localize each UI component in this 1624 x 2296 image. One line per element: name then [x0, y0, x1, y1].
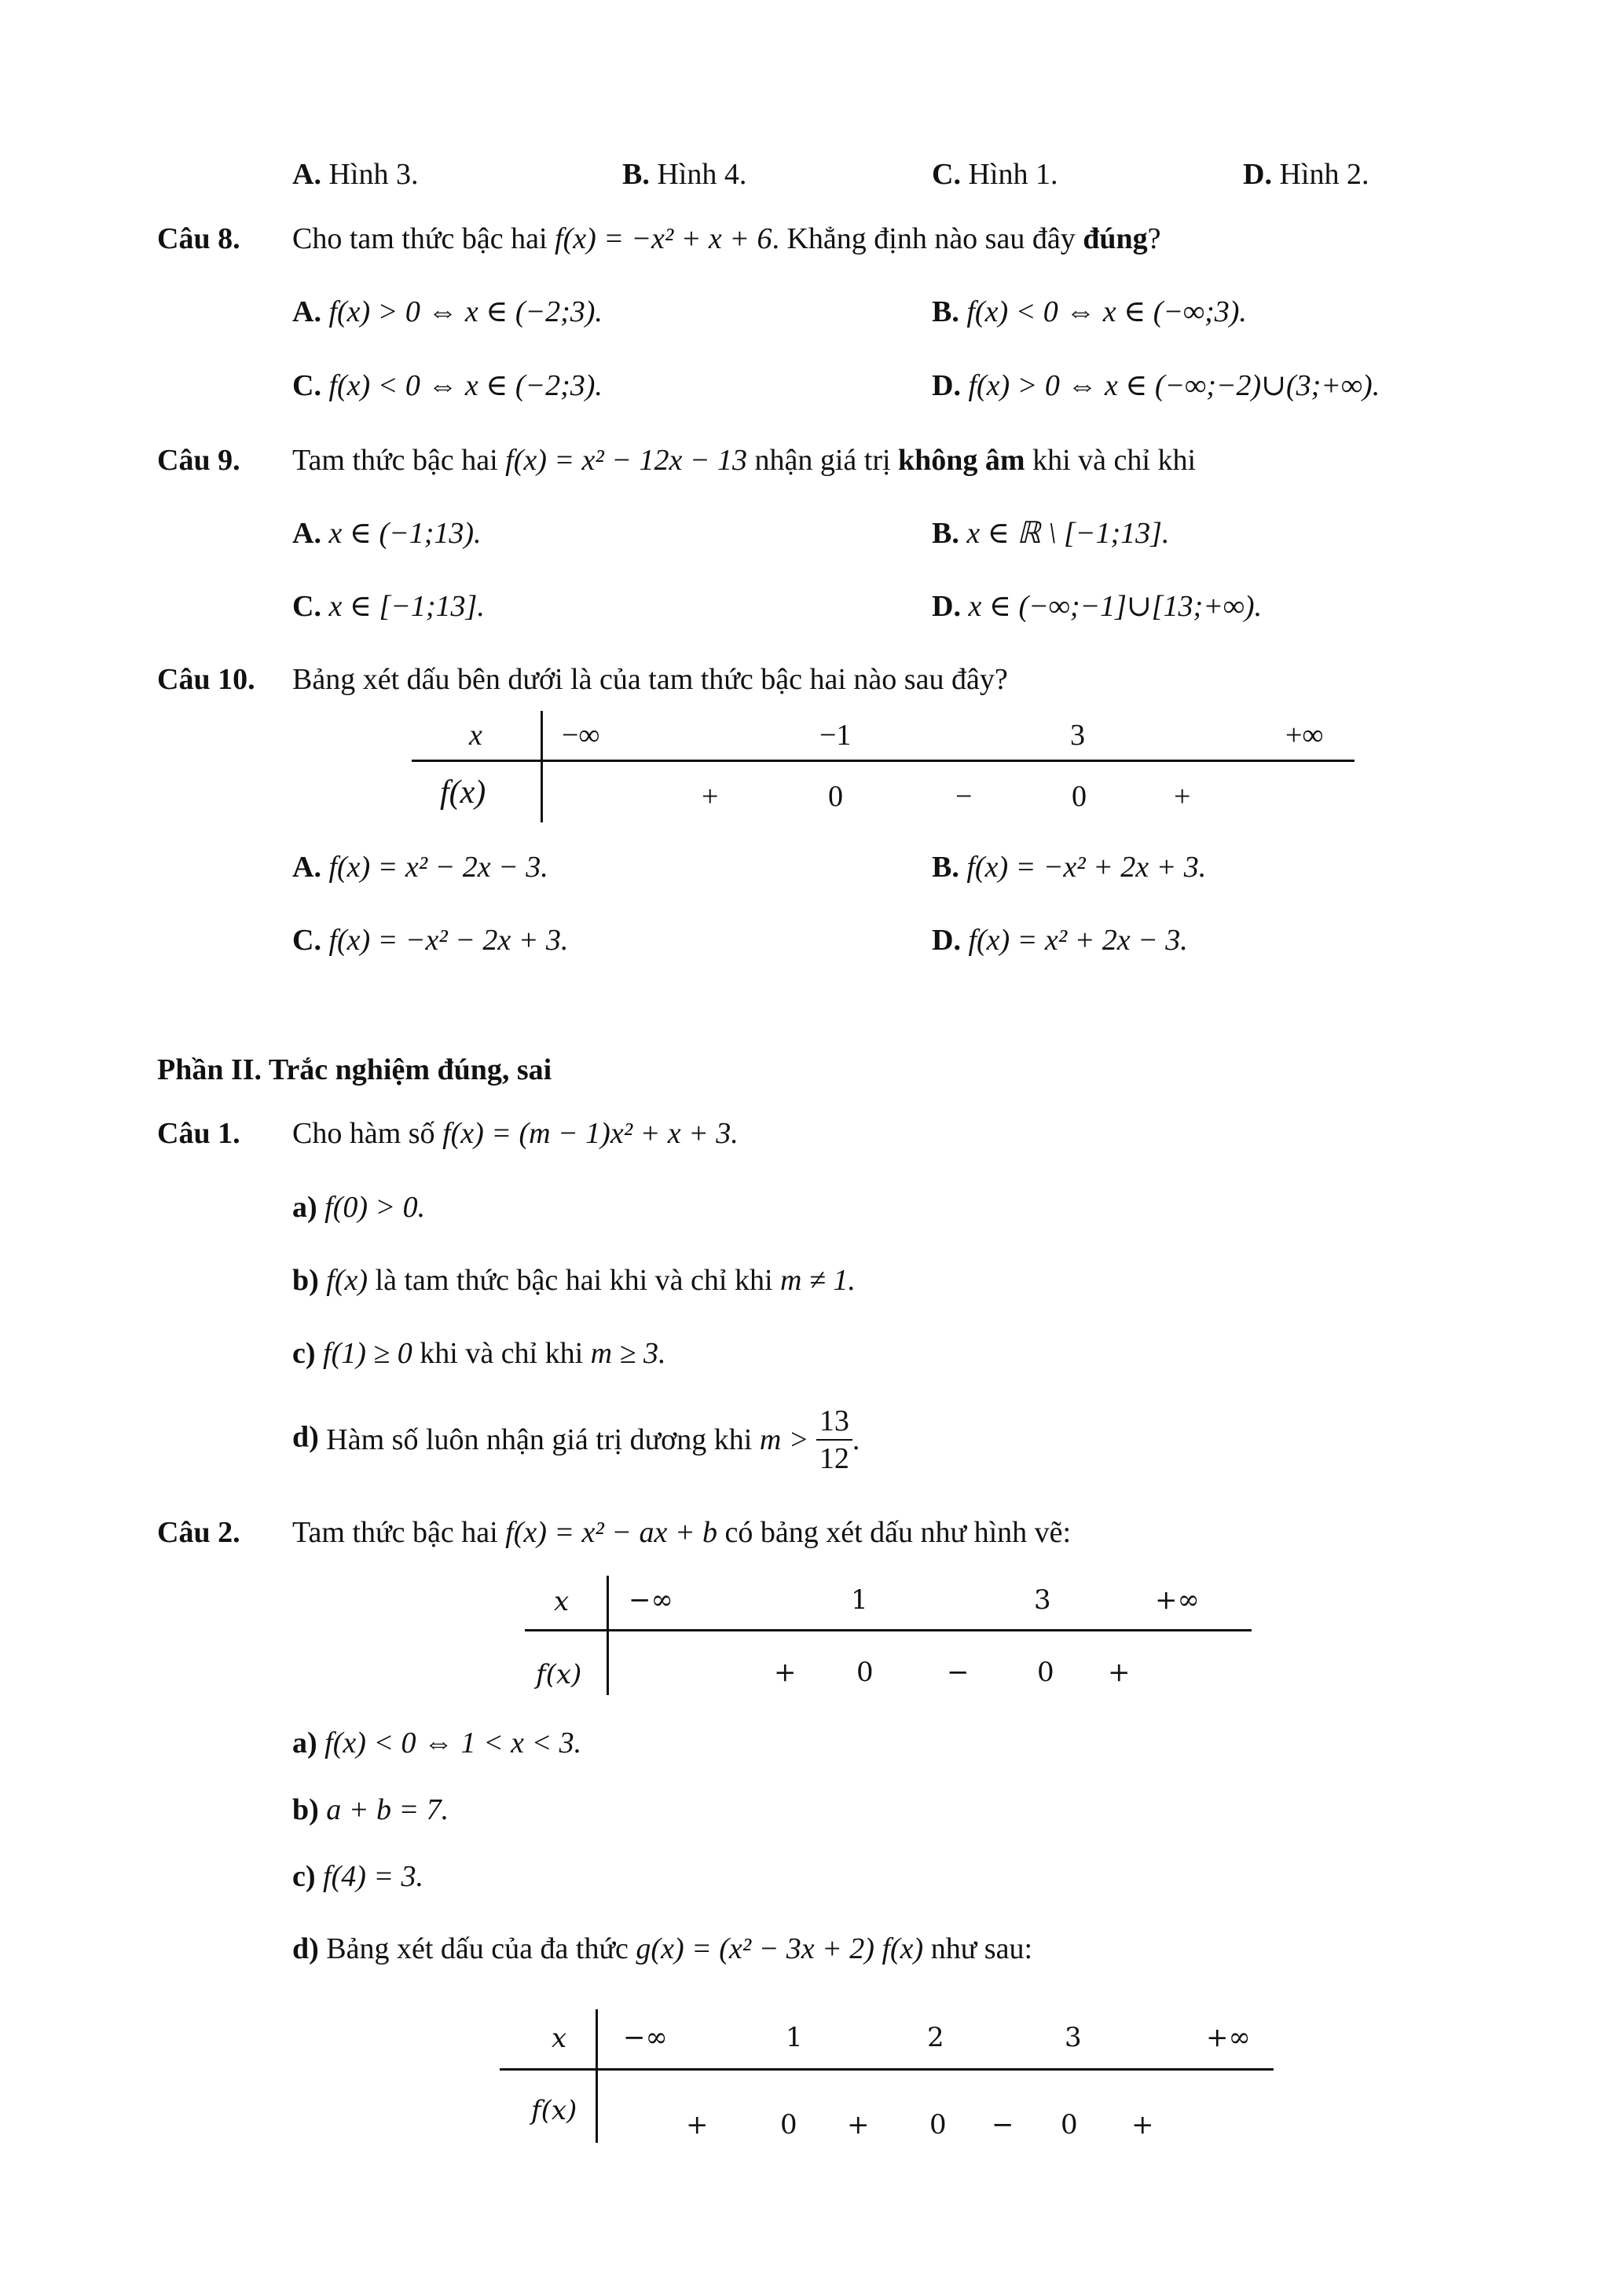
table-fx-label: f(x) [440, 774, 486, 811]
p2q1-item-a: a) f(0) > 0. [292, 1191, 426, 1224]
p2q1-item-d: d) Hàm số luôn nhận giá trị dương khi m > $\frac{13}{12}$ . [292, 1404, 860, 1475]
q7-option-b: B. Hình 4. [622, 158, 747, 191]
p2q2-item-c: c) f(4) = 3. [292, 1860, 424, 1893]
table-divider-vertical [596, 2009, 598, 2143]
q10-option-a: A. f(x) = x² − 2x − 3. [292, 851, 548, 884]
table-fx-label: f(x) [531, 2095, 577, 2126]
table-x-value: 3 [1065, 2022, 1082, 2053]
table-sign: 0 [780, 2109, 797, 2140]
q9-option-b: B. x ∈ ℝ \ [−1;13]. [932, 517, 1170, 550]
p2q2-label: Câu 2. [157, 1516, 240, 1549]
table-divider-horizontal [500, 2068, 1274, 2071]
table-x-value: −∞ [562, 719, 600, 752]
p2q2-item-a: a) f(x) < 0 ⇔ 1 < x < 3. [292, 1727, 582, 1760]
table-x-value: −∞ [623, 2022, 668, 2053]
table-x-value: 3 [1034, 1584, 1051, 1616]
table-sign: + [1174, 780, 1191, 813]
table-fx-label: f(x) [536, 1659, 582, 1690]
table-x-label: x [554, 1586, 570, 1617]
q10-option-d: D. f(x) = x² + 2x − 3. [932, 924, 1188, 957]
table-x-value: 1 [786, 2022, 803, 2053]
p2q1-stem: Cho hàm số f(x) = (m − 1)x² + x + 3. [292, 1117, 739, 1150]
table-divider-horizontal [412, 760, 1355, 762]
table-sign: + [847, 2109, 870, 2140]
table-x-value: 1 [851, 1584, 868, 1616]
table-x-value: +∞ [1155, 1584, 1200, 1616]
table-divider-horizontal [525, 1629, 1252, 1631]
q7-option-a: A. Hình 3. [292, 158, 419, 191]
table-x-value: −1 [819, 719, 852, 752]
table-sign: 0 [856, 1657, 874, 1688]
table-divider-vertical [607, 1576, 609, 1695]
table-sign: − [955, 780, 973, 813]
q8-option-b: B. f(x) < 0 ⇔ x ∈ (−∞;3). [932, 295, 1247, 328]
q7-option-c: C. Hình 1. [932, 158, 1058, 191]
table-divider-vertical [541, 711, 543, 822]
table-x-value: −∞ [629, 1584, 673, 1616]
table-sign: − [992, 2109, 1014, 2140]
table-sign: 0 [929, 2109, 947, 2140]
p2q1-item-c: c) f(1) ≥ 0 khi và chỉ khi m ≥ 3. [292, 1337, 666, 1370]
q10-option-c: C. f(x) = −x² − 2x + 3. [292, 924, 569, 957]
table-sign: + [686, 2109, 709, 2140]
q9-option-d: D. x ∈ (−∞;−1]∪[13;+∞). [932, 590, 1263, 623]
p2q1-item-b: b) f(x) là tam thức bậc hai khi và chỉ khi m ≠ 1. [292, 1264, 856, 1297]
table-x-value: 2 [927, 2022, 944, 2053]
table-sign: 0 [1037, 1657, 1054, 1688]
table-sign: + [1131, 2109, 1154, 2140]
q8-option-c: C. f(x) < 0 ⇔ x ∈ (−2;3). [292, 369, 603, 402]
q10-label: Câu 10. [157, 663, 255, 696]
table-x-value: +∞ [1285, 719, 1324, 752]
table-x-value: +∞ [1206, 2022, 1251, 2053]
q9-label: Câu 9. [157, 444, 240, 477]
part2-title: Phần II. Trắc nghiệm đúng, sai [157, 1053, 552, 1086]
table-sign: − [947, 1657, 970, 1688]
q10-stem: Bảng xét dấu bên dưới là của tam thức bậc hai nào sau đây? [292, 663, 1008, 696]
q8-option-d: D. f(x) > 0 ⇔ x ∈ (−∞;−2)∪(3;+∞). [932, 369, 1380, 402]
p2q2-item-d: d) Bảng xét dấu của đa thức g(x) = (x² − 3x + 2) f(x) như sau: [292, 1932, 1033, 1965]
table-sign: 0 [1061, 2109, 1078, 2140]
table-sign: + [702, 780, 719, 813]
p2q2-stem: Tam thức bậc hai f(x) = x² − ax + b có bảng xét dấu như hình vẽ: [292, 1516, 1072, 1549]
q8-stem: Cho tam thức bậc hai f(x) = −x² + x + 6. Khẳng định nào sau đây đúng? [292, 222, 1161, 255]
p2q1-label: Câu 1. [157, 1117, 240, 1150]
table-sign: + [1108, 1657, 1131, 1688]
q9-option-a: A. x ∈ (−1;13). [292, 517, 482, 550]
table-sign: 0 [1072, 780, 1087, 813]
p2q2-item-b: b) a + b = 7. [292, 1793, 449, 1826]
q9-stem: Tam thức bậc hai f(x) = x² − 12x − 13 nhận giá trị không âm khi và chỉ khi [292, 444, 1196, 477]
table-sign: + [774, 1657, 797, 1688]
q9-option-c: C. x ∈ [−1;13]. [292, 590, 485, 623]
q7-option-d: D. Hình 2. [1243, 158, 1369, 191]
q8-label: Câu 8. [157, 222, 240, 255]
table-x-label: x [469, 719, 482, 752]
q8-option-a: A. f(x) > 0 ⇔ x ∈ (−2;3). [292, 295, 603, 328]
q10-option-b: B. f(x) = −x² + 2x + 3. [932, 851, 1207, 884]
table-x-value: 3 [1070, 719, 1085, 752]
table-sign: 0 [828, 780, 843, 813]
table-x-label: x [552, 2023, 567, 2054]
fraction-13-12: $\frac{13}{12}$ [816, 1406, 852, 1474]
